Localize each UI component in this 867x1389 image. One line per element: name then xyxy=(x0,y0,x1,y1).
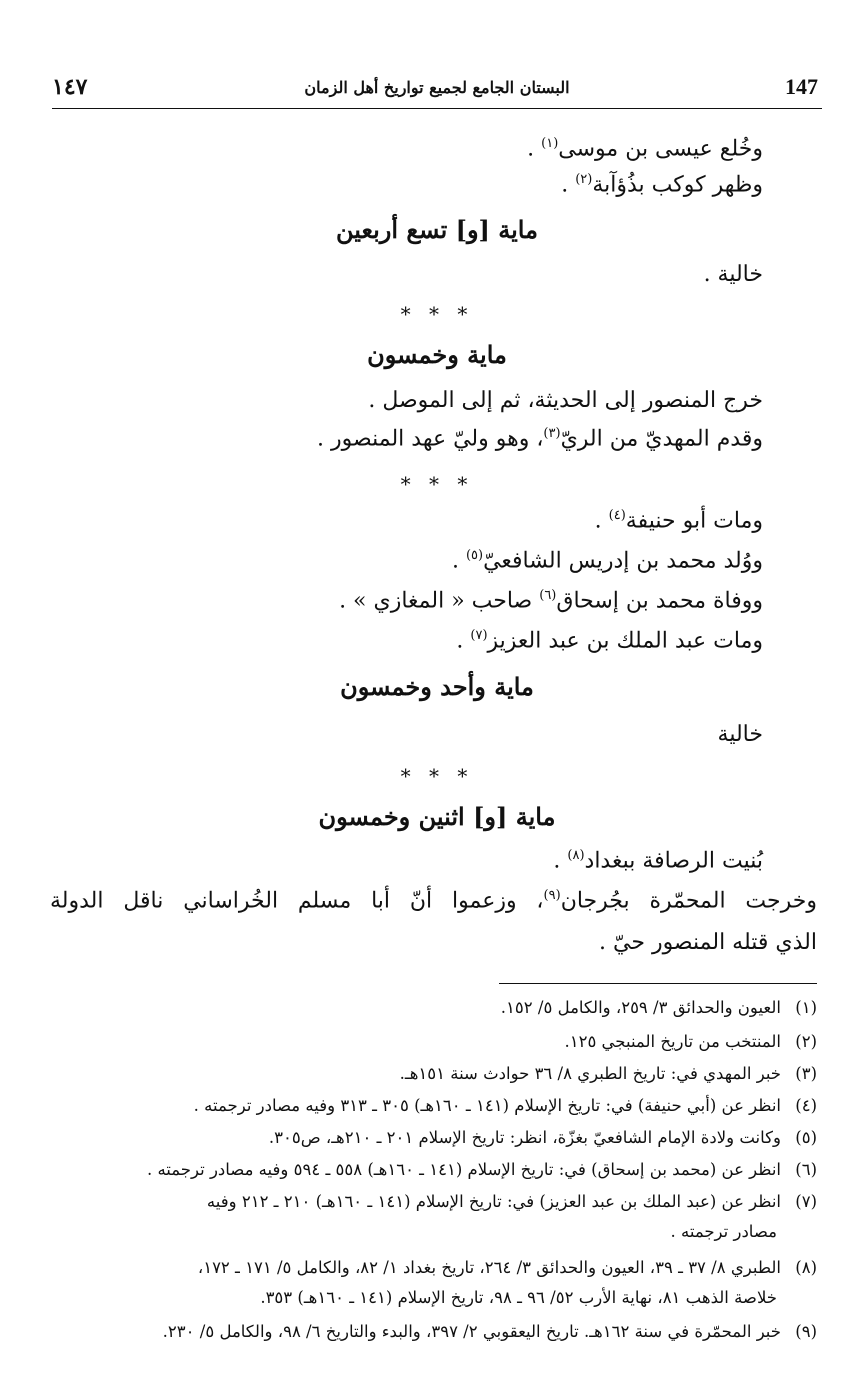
text-line: وظهر كوكب بذُؤآبة$^{(٢)}$ . xyxy=(561,172,763,198)
page-number-arabic: ١٤٧ xyxy=(52,74,88,100)
section-heading: ماية [و] اثنين وخمسون xyxy=(318,802,556,831)
text-line: خالية xyxy=(717,722,763,747)
footnote-ref[interactable]: (٦) xyxy=(539,588,557,603)
footnote-number: (٥) xyxy=(795,1128,817,1147)
footnote-continuation: مصادر ترجمته . xyxy=(670,1222,777,1241)
text-line: الذي قتله المنصور حيّ . xyxy=(599,930,817,955)
footnote-text: وكانت ولادة الإمام الشافعيّ بغزّة، انظر: تاريخ الإسلام ٢٠١ ـ ٢١٠هـ، ص٣٠٥. xyxy=(268,1128,781,1147)
footnote-number: (٢) xyxy=(795,1032,817,1051)
footnote-ref[interactable]: (٢) xyxy=(575,172,593,187)
footnote-ref[interactable]: (٤) xyxy=(608,508,626,523)
text-line: ومات عبد الملك بن عبد العزيز$^{(٧)}$ . xyxy=(456,628,763,654)
text-line: ووفاة محمد بن إسحاق$^{(٦)}$ صاحب « المغازي » . xyxy=(339,588,763,614)
section-divider: * * * xyxy=(400,764,474,788)
footnote xyxy=(51,1258,817,1277)
text-line: بُنيت الرصافة ببغداد$^{(٨)}$ . xyxy=(553,848,763,874)
footnote xyxy=(51,1160,817,1179)
footnote xyxy=(51,1322,817,1341)
footnote xyxy=(51,1064,817,1083)
footnote-ref[interactable]: (٨) xyxy=(567,848,585,863)
footnote xyxy=(51,1192,817,1211)
footnote xyxy=(51,998,817,1017)
text-line: خالية . xyxy=(703,262,763,287)
section-divider: * * * xyxy=(400,472,474,496)
section-heading: ماية [و] تسع أربعين xyxy=(336,215,538,244)
text-line: ووُلد محمد بن إدريس الشافعيّ$^{(٥)}$ . xyxy=(451,548,763,574)
footnote-ref[interactable]: (٧) xyxy=(470,628,488,643)
page-number-latin: 147 xyxy=(785,74,818,99)
text-line: وقدم المهديّ من الريّ$^{(٣)}$، وهو وليّ عهد المنصور . xyxy=(317,426,763,452)
footnote-text: انظر عن (أبي حنيفة) في: تاريخ الإسلام (١٤١ ـ ١٦٠هـ) ٣٠٥ ـ ٣١٣ وفيه مصادر ترجمته . xyxy=(193,1096,781,1115)
footnote-number: (١) xyxy=(795,998,817,1017)
footnote-number: (٦) xyxy=(795,1160,817,1179)
footnote-text: خبر المحمّرة في سنة ١٦٢هـ. تاريخ اليعقوبي ٢/ ٣٩٧، والبدء والتاريخ ٦/ ٩٨، والكامل ٥/ ٢٣٠. xyxy=(162,1322,781,1341)
footnote-number: (٩) xyxy=(795,1322,817,1341)
footnote-continuation: خلاصة الذهب ٨١، نهاية الأرب ٥٢/ ٩٦ ـ ٩٨، تاريخ الإسلام (١٤١ ـ ١٦٠هـ) ٣٥٣. xyxy=(260,1288,777,1307)
footnote-text: المنتخب من تاريخ المنبجي ١٢٥. xyxy=(564,1032,781,1051)
footnote-text: الطبري ٨/ ٣٧ ـ ٣٩، العيون والحدائق ٣/ ٢٦٤، تاريخ بغداد ١/ ٨٢، والكامل ٥/ ١٧١ ـ ١٧٢، xyxy=(197,1258,781,1277)
footnote-number: (٧) xyxy=(795,1192,817,1211)
footnote-text: خبر المهدي في: تاريخ الطبري ٨/ ٣٦ حوادث سنة ١٥١هـ. xyxy=(399,1064,781,1083)
section-divider: * * * xyxy=(400,302,474,326)
page-header xyxy=(52,70,822,110)
footnote xyxy=(51,1096,817,1115)
text-line: ومات أبو حنيفة$^{(٤)}$ . xyxy=(594,508,763,534)
footnote-number: (٨) xyxy=(795,1258,817,1277)
footnote xyxy=(51,1128,817,1147)
footnote-text: انظر عن (محمد بن إسحاق) في: تاريخ الإسلام (١٤١ ـ ١٦٠هـ) ٥٥٨ ـ ٥٩٤ وفيه مصادر ترجمته . xyxy=(146,1160,781,1179)
footnote-rule xyxy=(499,983,817,984)
footnote-text: انظر عن (عبد الملك بن عبد العزيز) في: تاريخ الإسلام (١٤١ ـ ١٦٠هـ) ٢١٠ ـ ٢١٢ وفيه xyxy=(206,1192,781,1211)
footnote-text: العيون والحدائق ٣/ ٢٥٩، والكامل ٥/ ١٥٢. xyxy=(500,998,781,1017)
footnote-ref[interactable]: (٣) xyxy=(543,426,561,441)
text-line: خرج المنصور إلى الحديثة، ثم إلى الموصل . xyxy=(368,388,763,413)
header-rule xyxy=(52,108,822,109)
footnote xyxy=(51,1032,817,1051)
footnote-ref[interactable]: (٥) xyxy=(465,548,484,563)
footnote-ref[interactable]: (٩) xyxy=(543,888,561,903)
text-line: وخرجت المحمّرة بجُرجان$^{(٩)}$، وزعموا أنّ أبا مسلم الخُراساني ناقل الدولة xyxy=(50,888,817,914)
footnote-ref[interactable]: (١) xyxy=(541,136,559,151)
footnote-number: (٤) xyxy=(795,1096,817,1115)
section-heading: ماية وأحد وخمسون xyxy=(340,672,534,701)
text-line: وخُلع عيسى بن موسى$^{(١)}$ . xyxy=(527,136,763,162)
section-heading: ماية وخمسون xyxy=(367,340,507,369)
running-title: البستان الجامع لجميع تواريخ أهل الزمان xyxy=(304,78,570,97)
footnote-number: (٣) xyxy=(795,1064,817,1083)
